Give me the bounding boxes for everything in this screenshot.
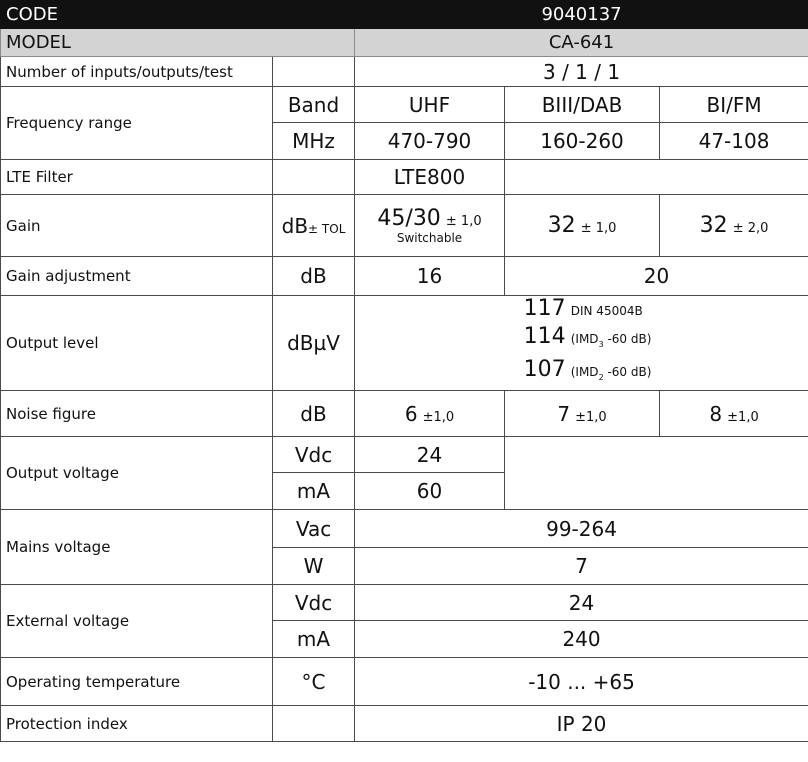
lte-label: LTE Filter [1, 160, 273, 195]
inputs-unit [273, 57, 355, 87]
output-voltage-unit-2: mA [273, 473, 355, 510]
gain-unit-main: dB [281, 213, 309, 238]
temperature-row [1, 658, 808, 706]
gain-biii [505, 195, 660, 257]
gain-unit-tol: ± TOL [308, 221, 346, 236]
gain-label: Gain [1, 195, 273, 257]
gain-bi-tol: ± 2,0 [732, 221, 769, 236]
band-uhf: UHF [355, 87, 505, 123]
lte-row [1, 160, 808, 195]
gain-bi [660, 195, 808, 257]
frequency-band-row [1, 87, 808, 123]
band-bi: BI/FM [660, 87, 808, 123]
band-biii: BIII/DAB [505, 87, 660, 123]
gain-biii-tol: ± 1,0 [580, 221, 617, 236]
band-unit: Band [273, 87, 355, 123]
temperature-unit: °C [273, 658, 355, 706]
noise-figure-bi: 8 ±1,0 [660, 391, 808, 437]
output-level-line-3: 107 ($IMD_2$ -60 dB) [523, 357, 652, 383]
external-voltage-row-1 [1, 585, 808, 621]
output-voltage-unit-1: Vdc [273, 437, 355, 473]
output-voltage-empty [505, 437, 808, 510]
protection-row [1, 706, 808, 742]
model-row [1, 29, 808, 57]
noise-figure-biii: 7 ±1,0 [505, 391, 660, 437]
model-label: MODEL [1, 29, 355, 57]
output-voltage-row-1 [1, 437, 808, 473]
gain-biii-value: 32 [547, 213, 576, 238]
temperature-label: Operating temperature [1, 658, 273, 706]
protection-label: Protection index [1, 706, 273, 742]
output-level-values [355, 296, 808, 391]
mains-voltage-row-1 [1, 510, 808, 548]
gain-uhf [355, 195, 505, 257]
external-voltage-unit-2: mA [273, 621, 355, 658]
gain-adjustment-unit: dB [273, 257, 355, 296]
mains-voltage-unit-2: W [273, 548, 355, 585]
mhz-unit: MHz [273, 123, 355, 160]
frequency-label: Frequency range [1, 87, 273, 160]
output-voltage-value-1: 24 [355, 437, 505, 473]
gain-row [1, 195, 808, 257]
lte-empty [505, 160, 808, 195]
mains-voltage-value-1: 99-264 [355, 510, 808, 548]
external-voltage-value-1: 24 [355, 585, 808, 621]
gain-adjustment-uhf: 16 [355, 257, 505, 296]
range-uhf: 470-790 [355, 123, 505, 160]
code-label: CODE [1, 1, 355, 29]
output-level-line-1: 117 DIN 45004B [523, 296, 643, 321]
noise-figure-unit: dB [273, 391, 355, 437]
gain-adjustment-other: 20 [505, 257, 808, 296]
inputs-row [1, 57, 808, 87]
noise-figure-row [1, 391, 808, 437]
gain-uhf-tol: ± 1,0 [445, 214, 482, 229]
output-voltage-label: Output voltage [1, 437, 273, 510]
external-voltage-value-2: 240 [355, 621, 808, 658]
inputs-label: Number of inputs/outputs/test [1, 57, 273, 87]
code-row [1, 1, 808, 29]
temperature-value: -10 ... +65 [355, 658, 808, 706]
gain-adjustment-label: Gain adjustment [1, 257, 273, 296]
gain-uhf-value: 45/30 [377, 206, 441, 231]
mains-voltage-unit-1: Vac [273, 510, 355, 548]
protection-value: IP 20 [355, 706, 808, 742]
output-voltage-value-2: 60 [355, 473, 505, 510]
external-voltage-unit-1: Vdc [273, 585, 355, 621]
range-bi: 47-108 [660, 123, 808, 160]
gain-uhf-note: Switchable [396, 231, 463, 245]
output-level-line-2: 114 ($IMD_3$ -60 dB) [523, 324, 652, 350]
range-biii: 160-260 [505, 123, 660, 160]
lte-unit [273, 160, 355, 195]
noise-figure-uhf: 6 ±1,0 [355, 391, 505, 437]
output-level-row [1, 296, 808, 391]
gain-unit [273, 195, 355, 257]
noise-figure-label: Noise figure [1, 391, 273, 437]
model-value: CA-641 [355, 29, 808, 57]
output-level-label: Output level [1, 296, 273, 391]
code-value: 9040137 [355, 1, 808, 29]
mains-voltage-label: Mains voltage [1, 510, 273, 585]
external-voltage-label: External voltage [1, 585, 273, 658]
inputs-value: 3 / 1 / 1 [355, 57, 808, 87]
gain-adjustment-row [1, 257, 808, 296]
lte-value: LTE800 [355, 160, 505, 195]
gain-bi-value: 32 [699, 213, 728, 238]
output-level-unit: dBµV [273, 296, 355, 391]
mains-voltage-value-2: 7 [355, 548, 808, 585]
protection-unit [273, 706, 355, 742]
